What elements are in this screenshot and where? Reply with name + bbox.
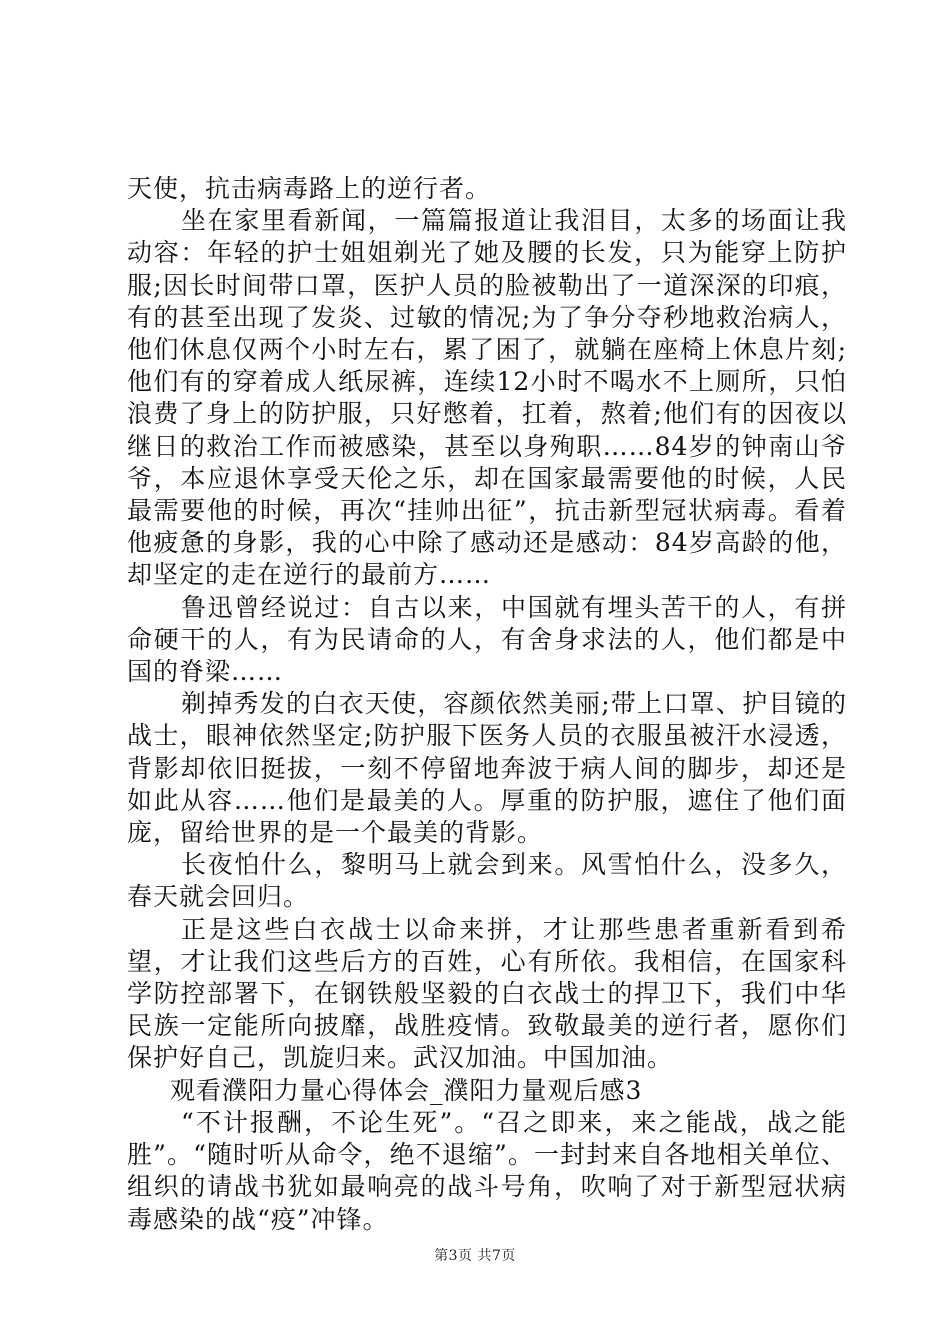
paragraph-long-night: 长夜怕什么，黎明马上就会到来。风雪怕什么，没多久，春天就会回归。 [127, 850, 847, 912]
paragraph-news-scenes: 坐在家里看新闻，一篇篇报道让我泪目，太多的场面让我动容：年轻的护士姐姐剃光了她及腰的长发，只为能穿上防护服;因长时间带口罩，医护人员的脸被勒出了一道深深的印痕，有的甚至出现了发炎、过敏的情况;为了争分夺秒地救治病人，他们休息仅两个小时左右，累了困了，就躺在座椅上休息片刻;他们有的穿着成人纸尿裤，连续12小时不喝水不上厕所，只怕浪费了身上的防护服，只好憋着，扛着，熬着;他们有的因夜以继日的救治工作而被感染，甚至以身殉职……84岁的钟南山爷爷，本应退休享受天伦之乐，却在国家最需要他的时候，人民最需要他的时候，再次“挂帅出征”，抗击新型冠状病毒。看着他疲惫的身影，我的心中除了感动还是感动：84岁高龄的他，却坚定的走在逆行的最前方…… [127, 206, 847, 590]
paragraph-continuation: 天使，抗击病毒路上的逆行者。 [127, 174, 492, 203]
page-footer: 第3页 共7页 [434, 1248, 516, 1264]
section-heading: 观看濮阳力量心得体会_濮阳力量观后感3 [170, 1075, 643, 1105]
document-body [127, 173, 847, 1236]
paragraph-battle-letters: “不计报酬，不论生死”。“召之即来，来之能战，战之能胜”。“随时听从命令，绝不退缩”。一封封来自各地相关单位、组织的请战书犹如最响亮的战斗号角，吹响了对于新型冠状病毒感染的战“疫”冲锋。 [127, 1107, 847, 1234]
paragraph-lu-xun-quote: 鲁迅曾经说过：自古以来，中国就有埋头苦干的人，有拼命硬干的人，有为民请命的人，有舍身求法的人，他们都是中国的脊梁…… [127, 592, 847, 687]
paragraph-salute: 正是这些白衣战士以命来拼，才让那些患者重新看到希望，才让我们这些后方的百姓，心有所依。我相信，在国家科学防控部署下，在钢铁般坚毅的白衣战士的捍卫下，我们中华民族一定能所向披靡，战胜疫情。致敬最美的逆行者，愿你们保护好自己，凯旋归来。武汉加油。中国加油。 [127, 914, 847, 1073]
paragraph-white-angels: 剃掉秀发的白衣天使，容颜依然美丽;带上口罩、护目镜的战士，眼神依然坚定;防护服下医务人员的衣服虽被汗水浸透，背影却依旧挺拔，一刻不停留地奔波于病人间的脚步，却还是如此从容……他们是最美的人。厚重的防护服，遮住了他们面庞，留给世界的是一个最美的背影。 [127, 689, 847, 848]
